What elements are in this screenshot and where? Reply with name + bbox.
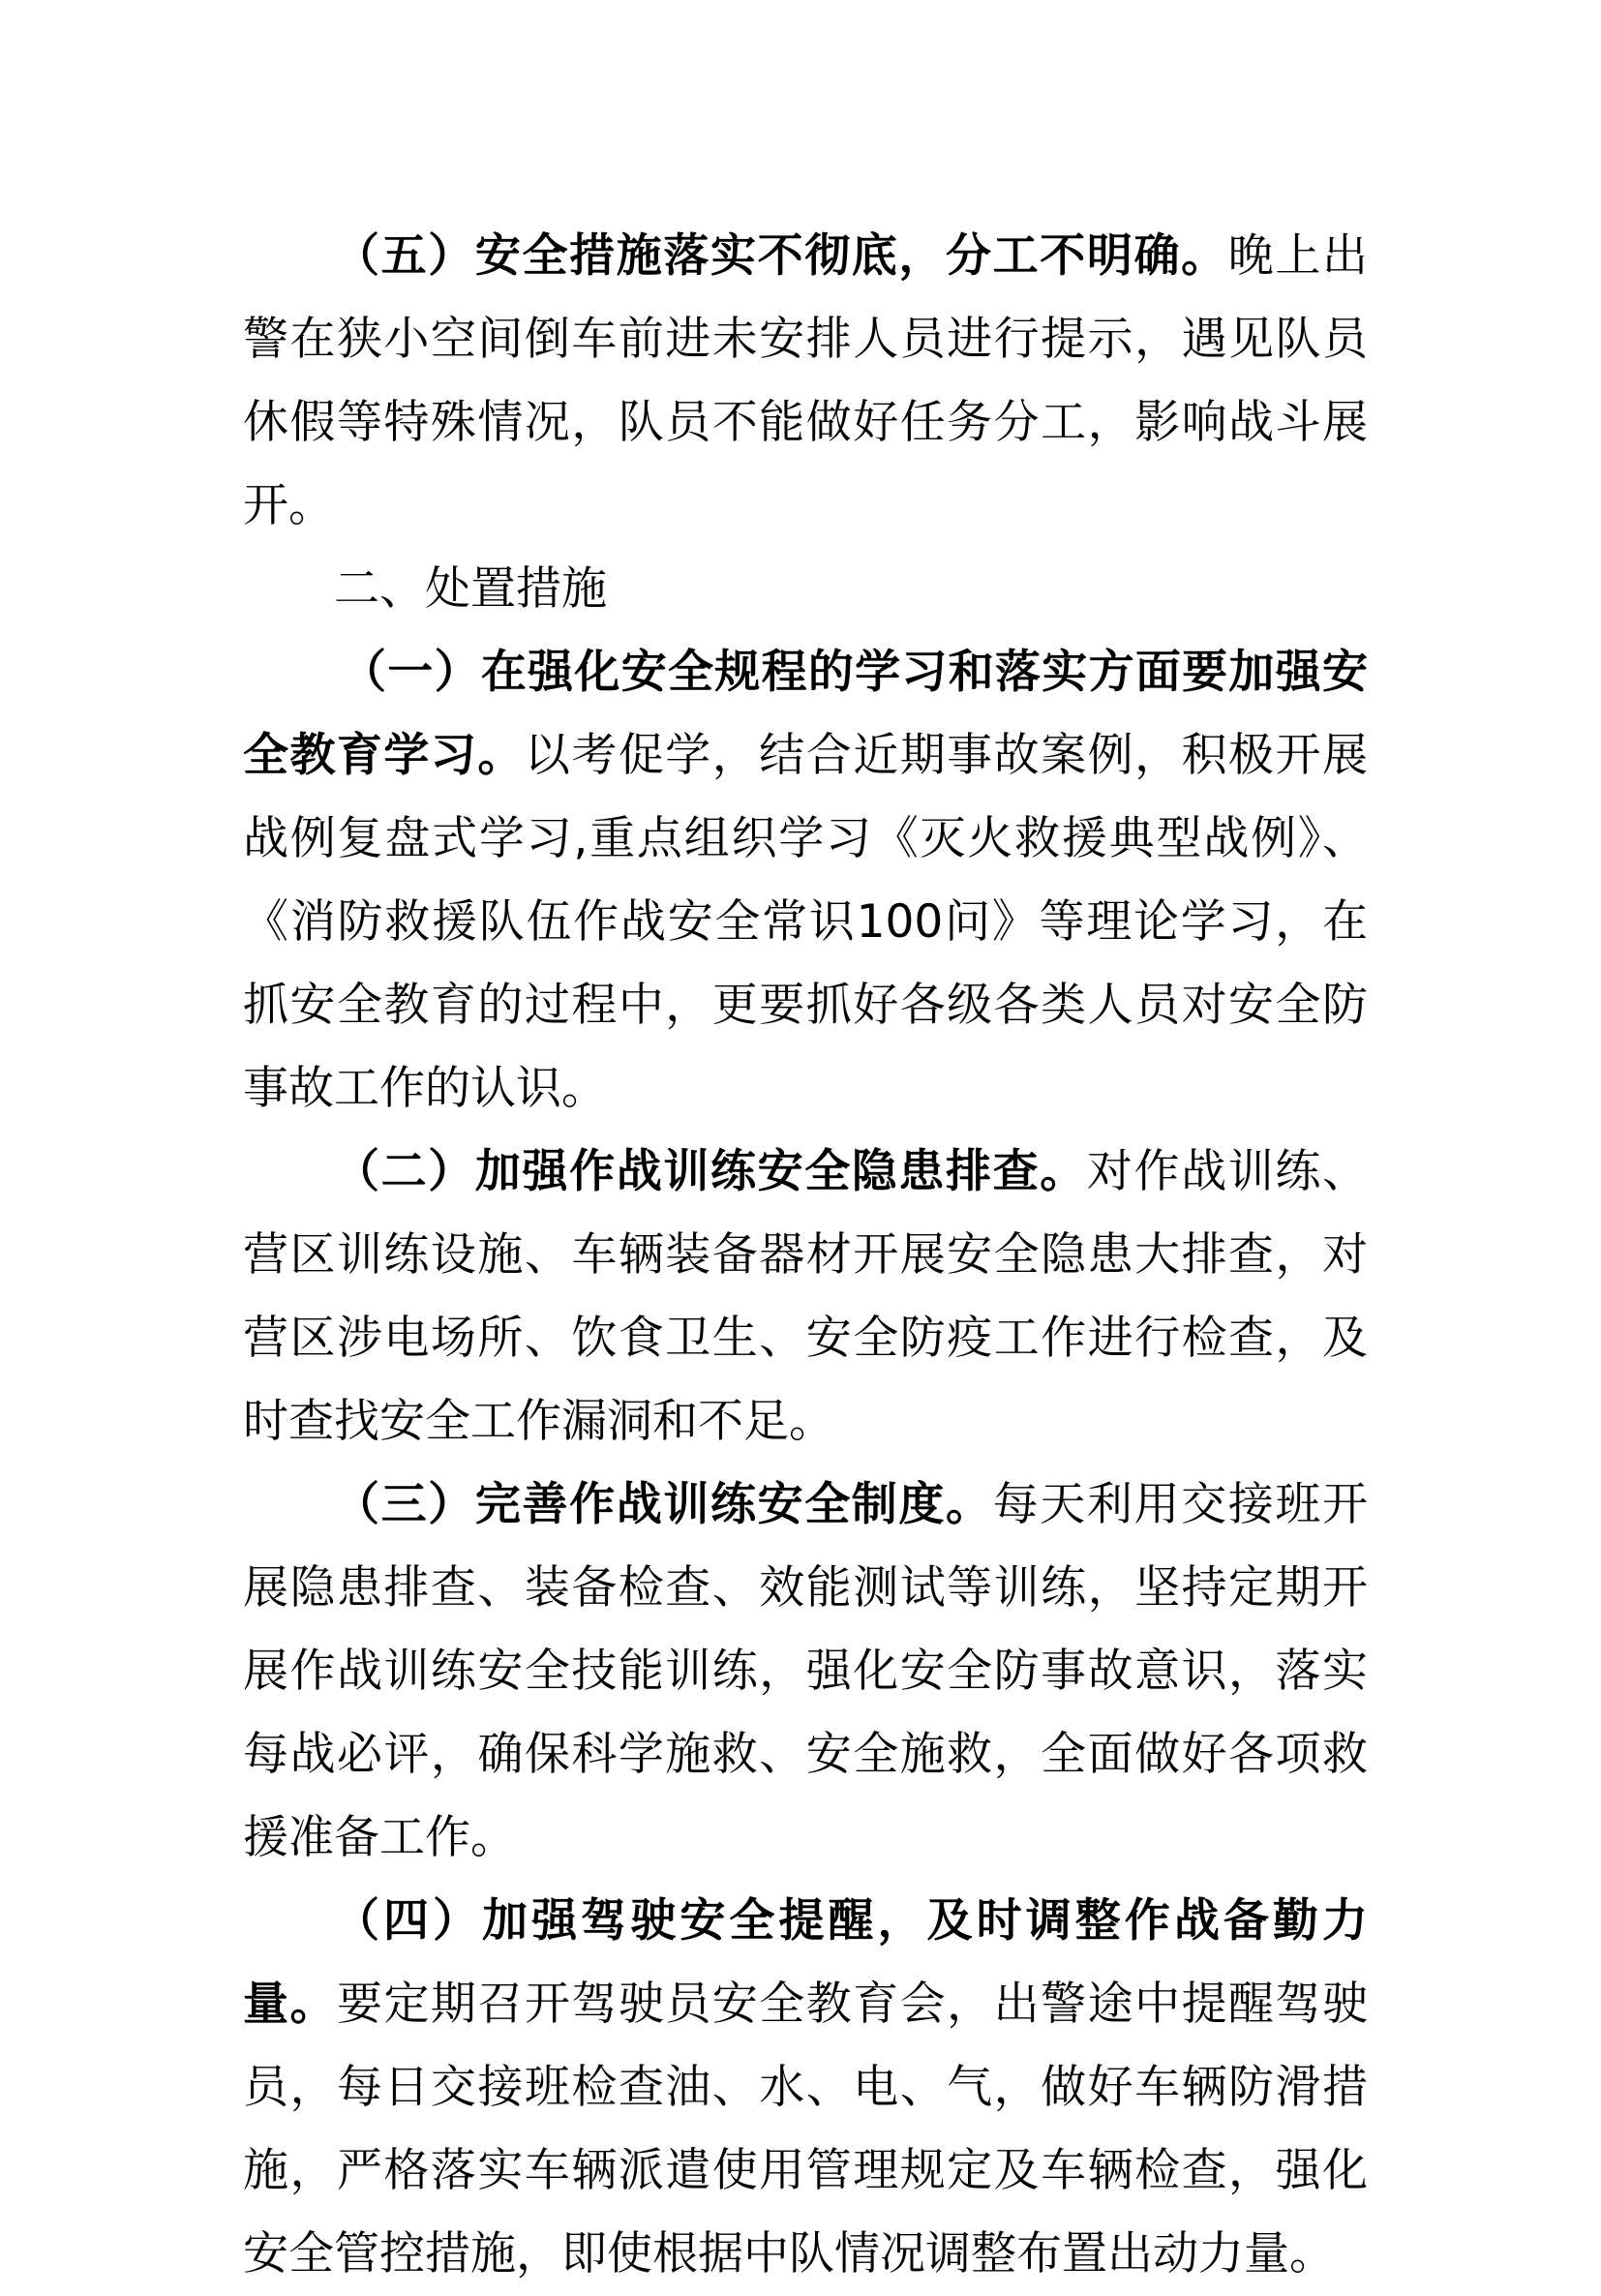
paragraph-lead: （五）安全措施落实不彻底，分工不明确。 (334, 229, 1228, 283)
paragraph-text: 晚上出警在狭小空间倒车前进未安排人员进行提示，遇见队员休假等特殊情况，队员不能做好任务分工，影响战斗展开。 (243, 229, 1369, 532)
section-heading-text: 二、处置措施 (334, 562, 607, 616)
paragraph-issue-5 (243, 215, 1368, 548)
paragraph-measure-1 (243, 631, 1368, 1131)
paragraph-measure-4 (243, 1880, 1368, 2296)
paragraph-lead: （四）加强驾驶安全提醒，及时调整作战备勤力量。 (243, 1894, 1368, 2031)
section-heading (243, 548, 1368, 631)
paragraph-measure-2 (243, 1131, 1368, 1464)
paragraph-lead: （三）完善作战训练安全制度。 (334, 1478, 993, 1531)
paragraph-text: 对作战训练、营区训练设施、车辆装备器材开展安全隐患大排查，对营区涉电场所、饮食卫生、安全防疫工作进行检查，及时查找安全工作漏洞和不足。 (243, 1145, 1369, 1448)
paragraph-lead: （一）在强化安全规程的学习和落实方面要加强安全教育学习。 (243, 646, 1368, 782)
paragraph-lead: （二）加强作战训练安全隐患排查。 (334, 1145, 1087, 1198)
document-body (243, 215, 1368, 2296)
paragraph-text: 每天利用交接班开展隐患排查、装备检查、效能测试等训练，坚持定期开展作战训练安全技能训练，强化安全防事故意识，落实每战必评，确保科学施救、安全施救，全面做好各项救援准备工作。 (243, 1478, 1369, 1864)
paragraph-measure-3 (243, 1464, 1368, 1880)
paragraph-text: 以考促学，结合近期事故案例，积极开展战例复盘式学习,重点组织学习《灭火救援典型战例》、《消防救援队伍作战安全常识100问》等理论学习，在抓安全教育的过程中，更要抓好各级各类人员对安全防事故工作的认识。 (243, 729, 1369, 1115)
paragraph-text: 要定期召开驾驶员安全教育会，出警途中提醒驾驶员，每日交接班检查油、水、电、气，做好车辆防滑措施，严格落实车辆派遣使用管理规定及车辆检查，强化安全管控措施，即使根据中队情况调整布置出动力量。 (243, 1978, 1369, 2281)
